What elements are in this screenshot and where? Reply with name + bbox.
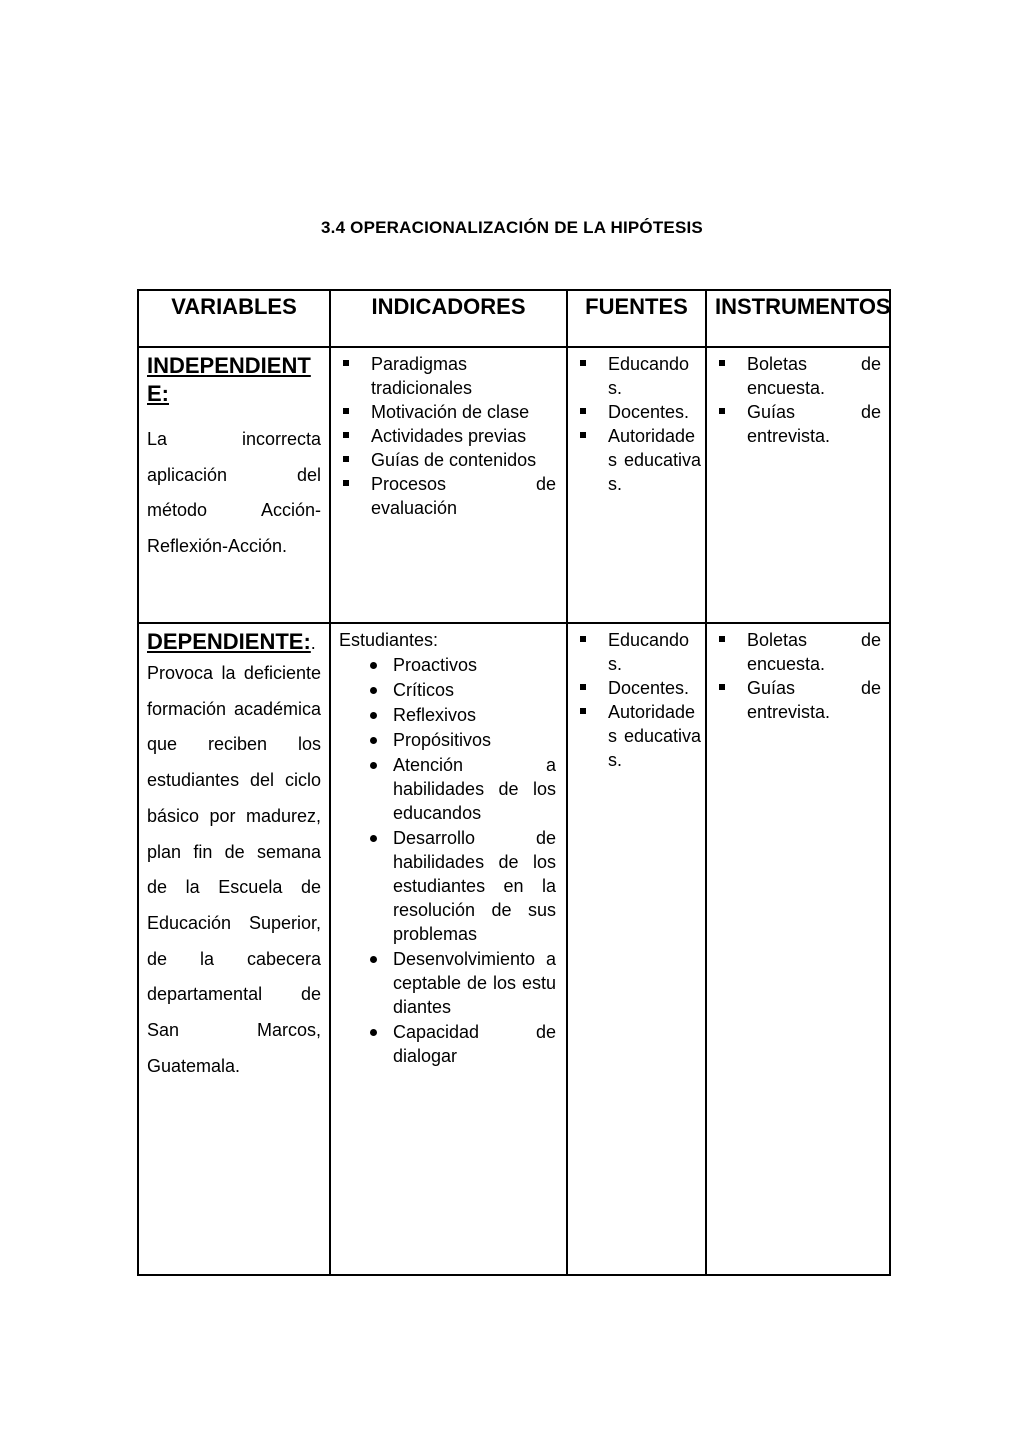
- section-title: 3.4 OPERACIONALIZACIÓN DE LA HIPÓTESIS: [321, 218, 703, 237]
- list-item: Propósitivos: [339, 728, 556, 752]
- fuentes-cell: [567, 623, 706, 1275]
- variable-description: Provoca la deficiente formación académica que reciben los estudiantes del ciclo básico por madurez, plan fin de semana de la Escuela de Educación Superior, de la cabecera departamental de San Marcos, Guatemala.: [147, 663, 321, 1076]
- operationalization-table: [137, 289, 891, 1276]
- table-row: [138, 623, 890, 1275]
- header-fuentes: FUENTES: [567, 290, 706, 347]
- list-item: Críticos: [339, 678, 556, 702]
- indicadores-cell: [330, 347, 567, 623]
- list-item: Paradigmas tradicionales: [339, 352, 556, 400]
- variable-description: La incorrecta aplicación del método Acción-Reflexión-Acción.: [147, 429, 321, 557]
- list-item: Guías de entrevista.: [715, 676, 881, 724]
- list-item: Desarrollo de habilidades de los estudiantes en la resolución de sus problemas: [339, 826, 556, 946]
- list-item: Procesos de evaluación: [339, 472, 556, 520]
- instrumentos-cell: [706, 623, 890, 1275]
- indicadores-list: [339, 352, 556, 520]
- instrumentos-list: [715, 628, 881, 724]
- table-header-row: [138, 290, 890, 347]
- list-item: Proactivos: [339, 653, 556, 677]
- list-item: Boletas de encuesta.: [715, 628, 881, 676]
- list-item: Autoridades educativas.: [576, 424, 701, 496]
- list-item: Guías de entrevista.: [715, 400, 881, 448]
- indicadores-intro: Estudiantes:: [339, 630, 439, 650]
- list-item: Boletas de encuesta.: [715, 352, 881, 400]
- list-item: Reflexivos: [339, 703, 556, 727]
- list-item: Atención a habilidades de los educandos: [339, 753, 556, 825]
- header-variables: VARIABLES: [138, 290, 330, 347]
- list-item: Autoridades educativas.: [576, 700, 701, 772]
- variable-cell: [138, 347, 330, 623]
- header-instrumentos: INSTRUMENTOS: [706, 290, 890, 347]
- variable-cell: [138, 623, 330, 1275]
- indicadores-list: [339, 653, 556, 1068]
- list-item: Educandos.: [576, 628, 701, 676]
- list-item: Docentes.: [576, 676, 701, 700]
- fuentes-list: [576, 352, 701, 496]
- header-indicadores: INDICADORES: [330, 290, 567, 347]
- indicadores-cell: [330, 623, 567, 1275]
- fuentes-cell: [567, 347, 706, 623]
- list-item: Educandos.: [576, 352, 701, 400]
- list-item: Docentes.: [576, 400, 701, 424]
- variable-heading: DEPENDIENTE:: [147, 629, 311, 654]
- list-item: Desenvolvimiento aceptable de los estudiantes: [339, 947, 556, 1019]
- list-item: Actividades previas: [339, 424, 556, 448]
- instrumentos-cell: [706, 347, 890, 623]
- fuentes-list: [576, 628, 701, 772]
- instrumentos-list: [715, 352, 881, 448]
- list-item: Motivación de clase: [339, 400, 556, 424]
- list-item: Capacidad de dialogar: [339, 1020, 556, 1068]
- list-item: Guías de contenidos: [339, 448, 556, 472]
- variable-heading-suffix: .: [310, 633, 316, 653]
- table-row: [138, 347, 890, 623]
- variable-heading: INDEPENDIENTE:: [147, 353, 311, 406]
